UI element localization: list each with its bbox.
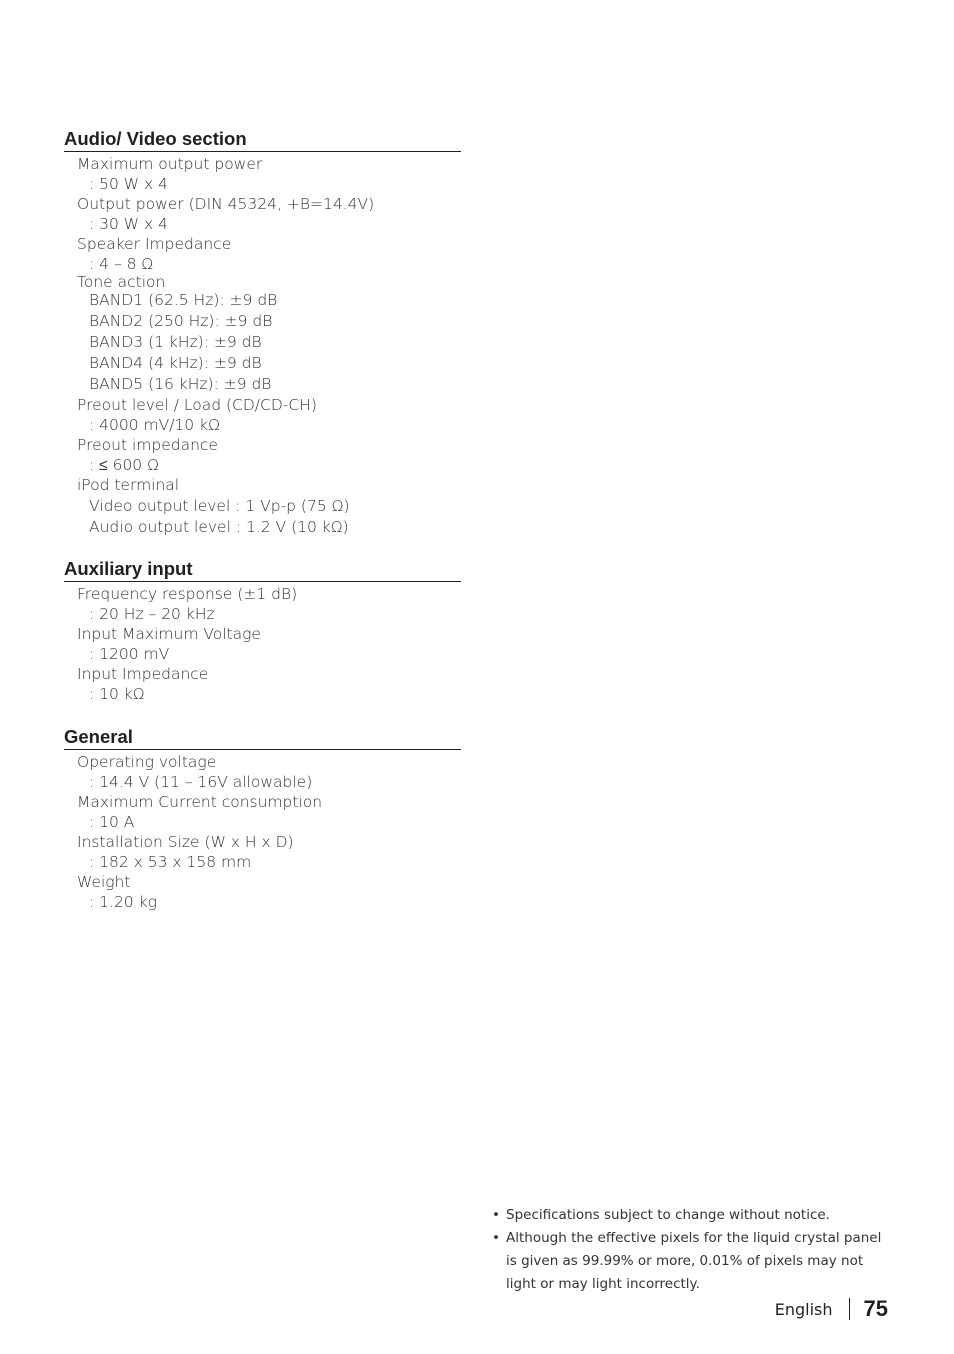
spec-label: Input Maximum Voltage <box>77 625 261 643</box>
spec-list <box>64 584 461 704</box>
spec-value: : 30 W x 4 <box>89 215 169 233</box>
section-title: Audio/ Video section <box>64 128 461 152</box>
spec-value: : 4000 mV/10 kΩ <box>89 416 220 434</box>
spec-label: Weight <box>77 873 131 891</box>
spec-label: Preout impedance <box>77 436 218 454</box>
spec-label: Operating voltage <box>77 753 217 771</box>
spec-label: Tone action <box>77 273 166 291</box>
section-auxiliary-input <box>64 558 461 704</box>
spec-value: : 182 x 53 x 158 mm <box>89 853 252 871</box>
page-number: 75 <box>863 1296 888 1321</box>
spec-value: : 14.4 V (11 – 16V allowable) <box>89 773 313 791</box>
spec-subitem: BAND2 (250 Hz): ±9 dB <box>89 312 273 330</box>
spec-label: iPod terminal <box>77 476 180 494</box>
note-item <box>492 1204 882 1227</box>
spec-value: : 10 A <box>89 813 135 831</box>
spec-label: Output power (DIN 45324, +B=14.4V) <box>77 195 375 213</box>
bullet-icon: • <box>492 1230 500 1246</box>
section-audio-video <box>64 128 461 538</box>
note-text: Specifications subject to change without notice. <box>506 1207 830 1223</box>
spec-subitem: BAND5 (16 kHz): ±9 dB <box>89 375 272 393</box>
spec-value: : 1200 mV <box>89 645 170 663</box>
spec-subitem: BAND3 (1 kHz): ±9 dB <box>89 333 262 351</box>
spec-subitem: Video output level : 1 Vp-p (75 Ω) <box>89 497 350 515</box>
spec-subitem: BAND1 (62.5 Hz): ±9 dB <box>89 291 278 309</box>
spec-value: : ≤ 600 Ω <box>89 456 159 474</box>
footer-divider <box>849 1298 850 1320</box>
section-title: General <box>64 726 461 750</box>
spec-value: : 1.20 kg <box>89 893 157 911</box>
spec-list <box>64 752 461 912</box>
notes <box>492 1204 882 1296</box>
spec-value: : 4 – 8 Ω <box>89 255 154 273</box>
footer-language: English <box>774 1299 833 1319</box>
section-title: Auxiliary input <box>64 558 461 582</box>
spec-label: Maximum output power <box>77 155 263 173</box>
section-general <box>64 726 461 912</box>
page-footer <box>775 1294 888 1324</box>
spec-value: : 20 Hz – 20 kHz <box>89 605 215 623</box>
spec-subitem: BAND4 (4 kHz): ±9 dB <box>89 354 262 372</box>
spec-list <box>64 154 461 538</box>
spec-label: Installation Size (W x H x D) <box>77 833 294 851</box>
spec-label: Preout level / Load (CD/CD-CH) <box>77 396 317 414</box>
spec-value: : 10 kΩ <box>89 685 145 703</box>
spec-label: Frequency response (±1 dB) <box>77 585 298 603</box>
spec-label: Maximum Current consumption <box>77 793 323 811</box>
spec-subitem: Audio output level : 1.2 V (10 kΩ) <box>89 518 349 536</box>
spec-value: : 50 W x 4 <box>89 175 169 193</box>
spec-label: Speaker Impedance <box>77 235 232 253</box>
note-item <box>492 1227 882 1296</box>
bullet-icon: • <box>492 1207 500 1223</box>
spec-label: Input Impedance <box>77 665 209 683</box>
note-text: Although the effective pixels for the liquid crystal panel is given as 99.99% or more, 0.01% of pixels may not light or may light incorrectly. <box>506 1230 882 1292</box>
